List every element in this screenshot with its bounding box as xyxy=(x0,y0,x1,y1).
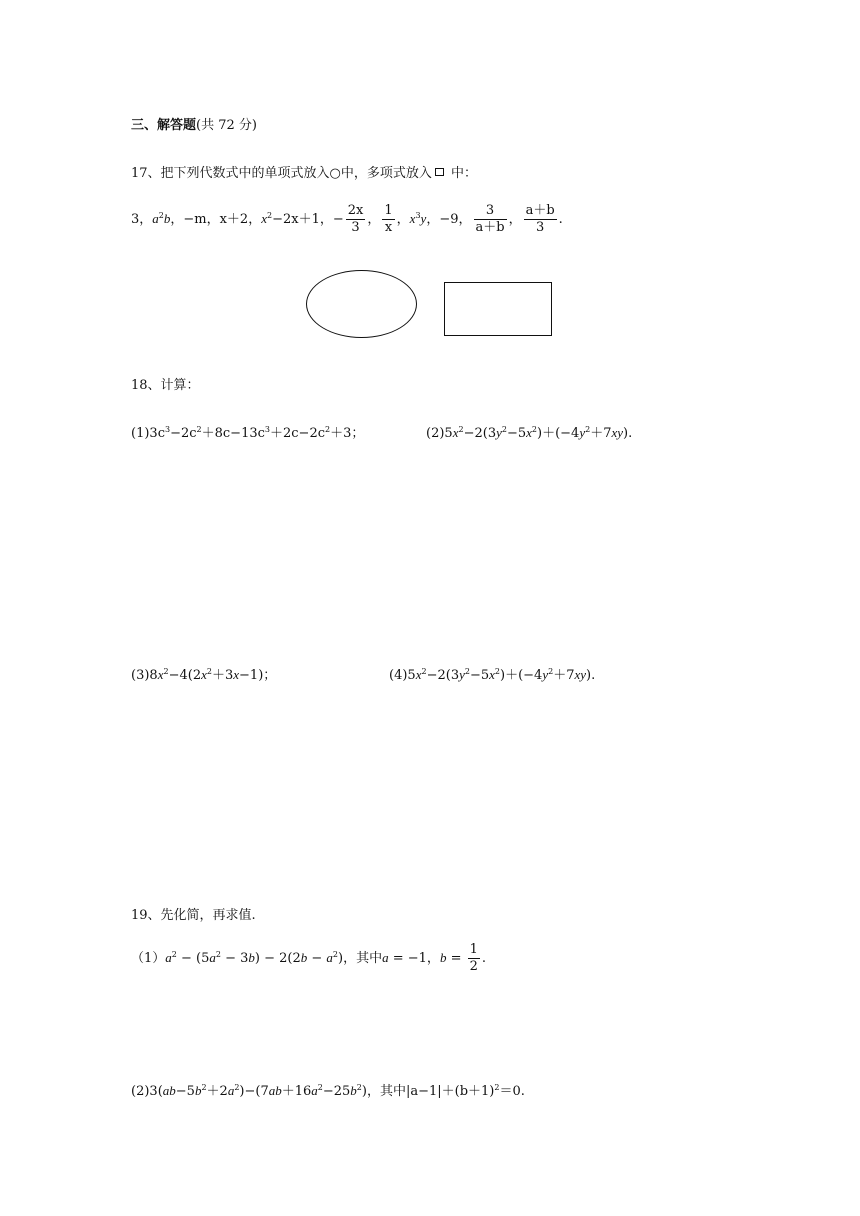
q17-expressions: 3，$a^2b$，−m，x＋2，$x^2-2x+1$，− $\frac{2x}{3}$ ， $\frac{1}{x}$ ，$x^3y$，−9， $\frac{3}{a+b}$ ， $\frac{a+b}{3}$ . xyxy=(131,203,563,235)
q17-prefix: 17、把下列代数式中的单项式放入○中，多项式放入 xyxy=(131,166,432,181)
q18-title: 18、计算： xyxy=(131,378,200,393)
q19-part1: $(1)a^2 - (5a^2 - 3b) - 2(2b - a^2)$，其中a = −1，b = $\frac{1}{2}$ . xyxy=(131,942,487,974)
fraction-1-x: $\frac{1}{x}$ xyxy=(384,203,393,235)
section-header xyxy=(131,114,257,133)
q18-part1: $(1)3c^3-2c^2+8c-13c^3+2c-2c^2+3$； xyxy=(131,425,365,441)
expr-poly: −2x＋1，− xyxy=(272,212,344,227)
fraction-ab-3: $\frac{a+b}{3}$ xyxy=(525,203,555,235)
q18-part2: $(2)5x^2-2(3y^2-5x^2)+(-4y^2+7xy)$. xyxy=(426,425,633,441)
q18-part3: $(3)8x^2-4(2x^2+3x-1)$； xyxy=(131,667,277,683)
polynomial-rectangle xyxy=(444,282,552,336)
q17-suffix: 中： xyxy=(446,166,478,181)
fraction-3-ab: $\frac{3}{a+b}$ xyxy=(475,203,505,235)
expr-minus9: ，−9， xyxy=(426,212,472,227)
fraction-2x-3: $\frac{2x}{3}$ xyxy=(347,203,364,235)
q17-prompt xyxy=(131,162,477,181)
section-score: (共 72 分) xyxy=(196,118,257,133)
fraction-1-2: $\frac{1}{2}$ xyxy=(469,942,478,974)
q19-part2: $(2)3(ab-5b^2+2a^2)-(7ab+16a^2-25b^2)$，其中$|a-1|+(b+1)^2=0$. xyxy=(131,1083,525,1099)
expr-3: 3， xyxy=(131,212,153,227)
small-square-icon xyxy=(435,168,444,176)
section-title: 三、解答题 xyxy=(131,118,197,133)
q18-part4: $(4)5x^2-2(3y^2-5x^2)+(-4y^2+7xy)$. xyxy=(389,667,596,683)
q19-title: 19、先化简，再求值. xyxy=(131,908,256,923)
expr-m-x2: ，−m，x＋2， xyxy=(170,212,262,227)
monomial-oval xyxy=(306,270,417,338)
